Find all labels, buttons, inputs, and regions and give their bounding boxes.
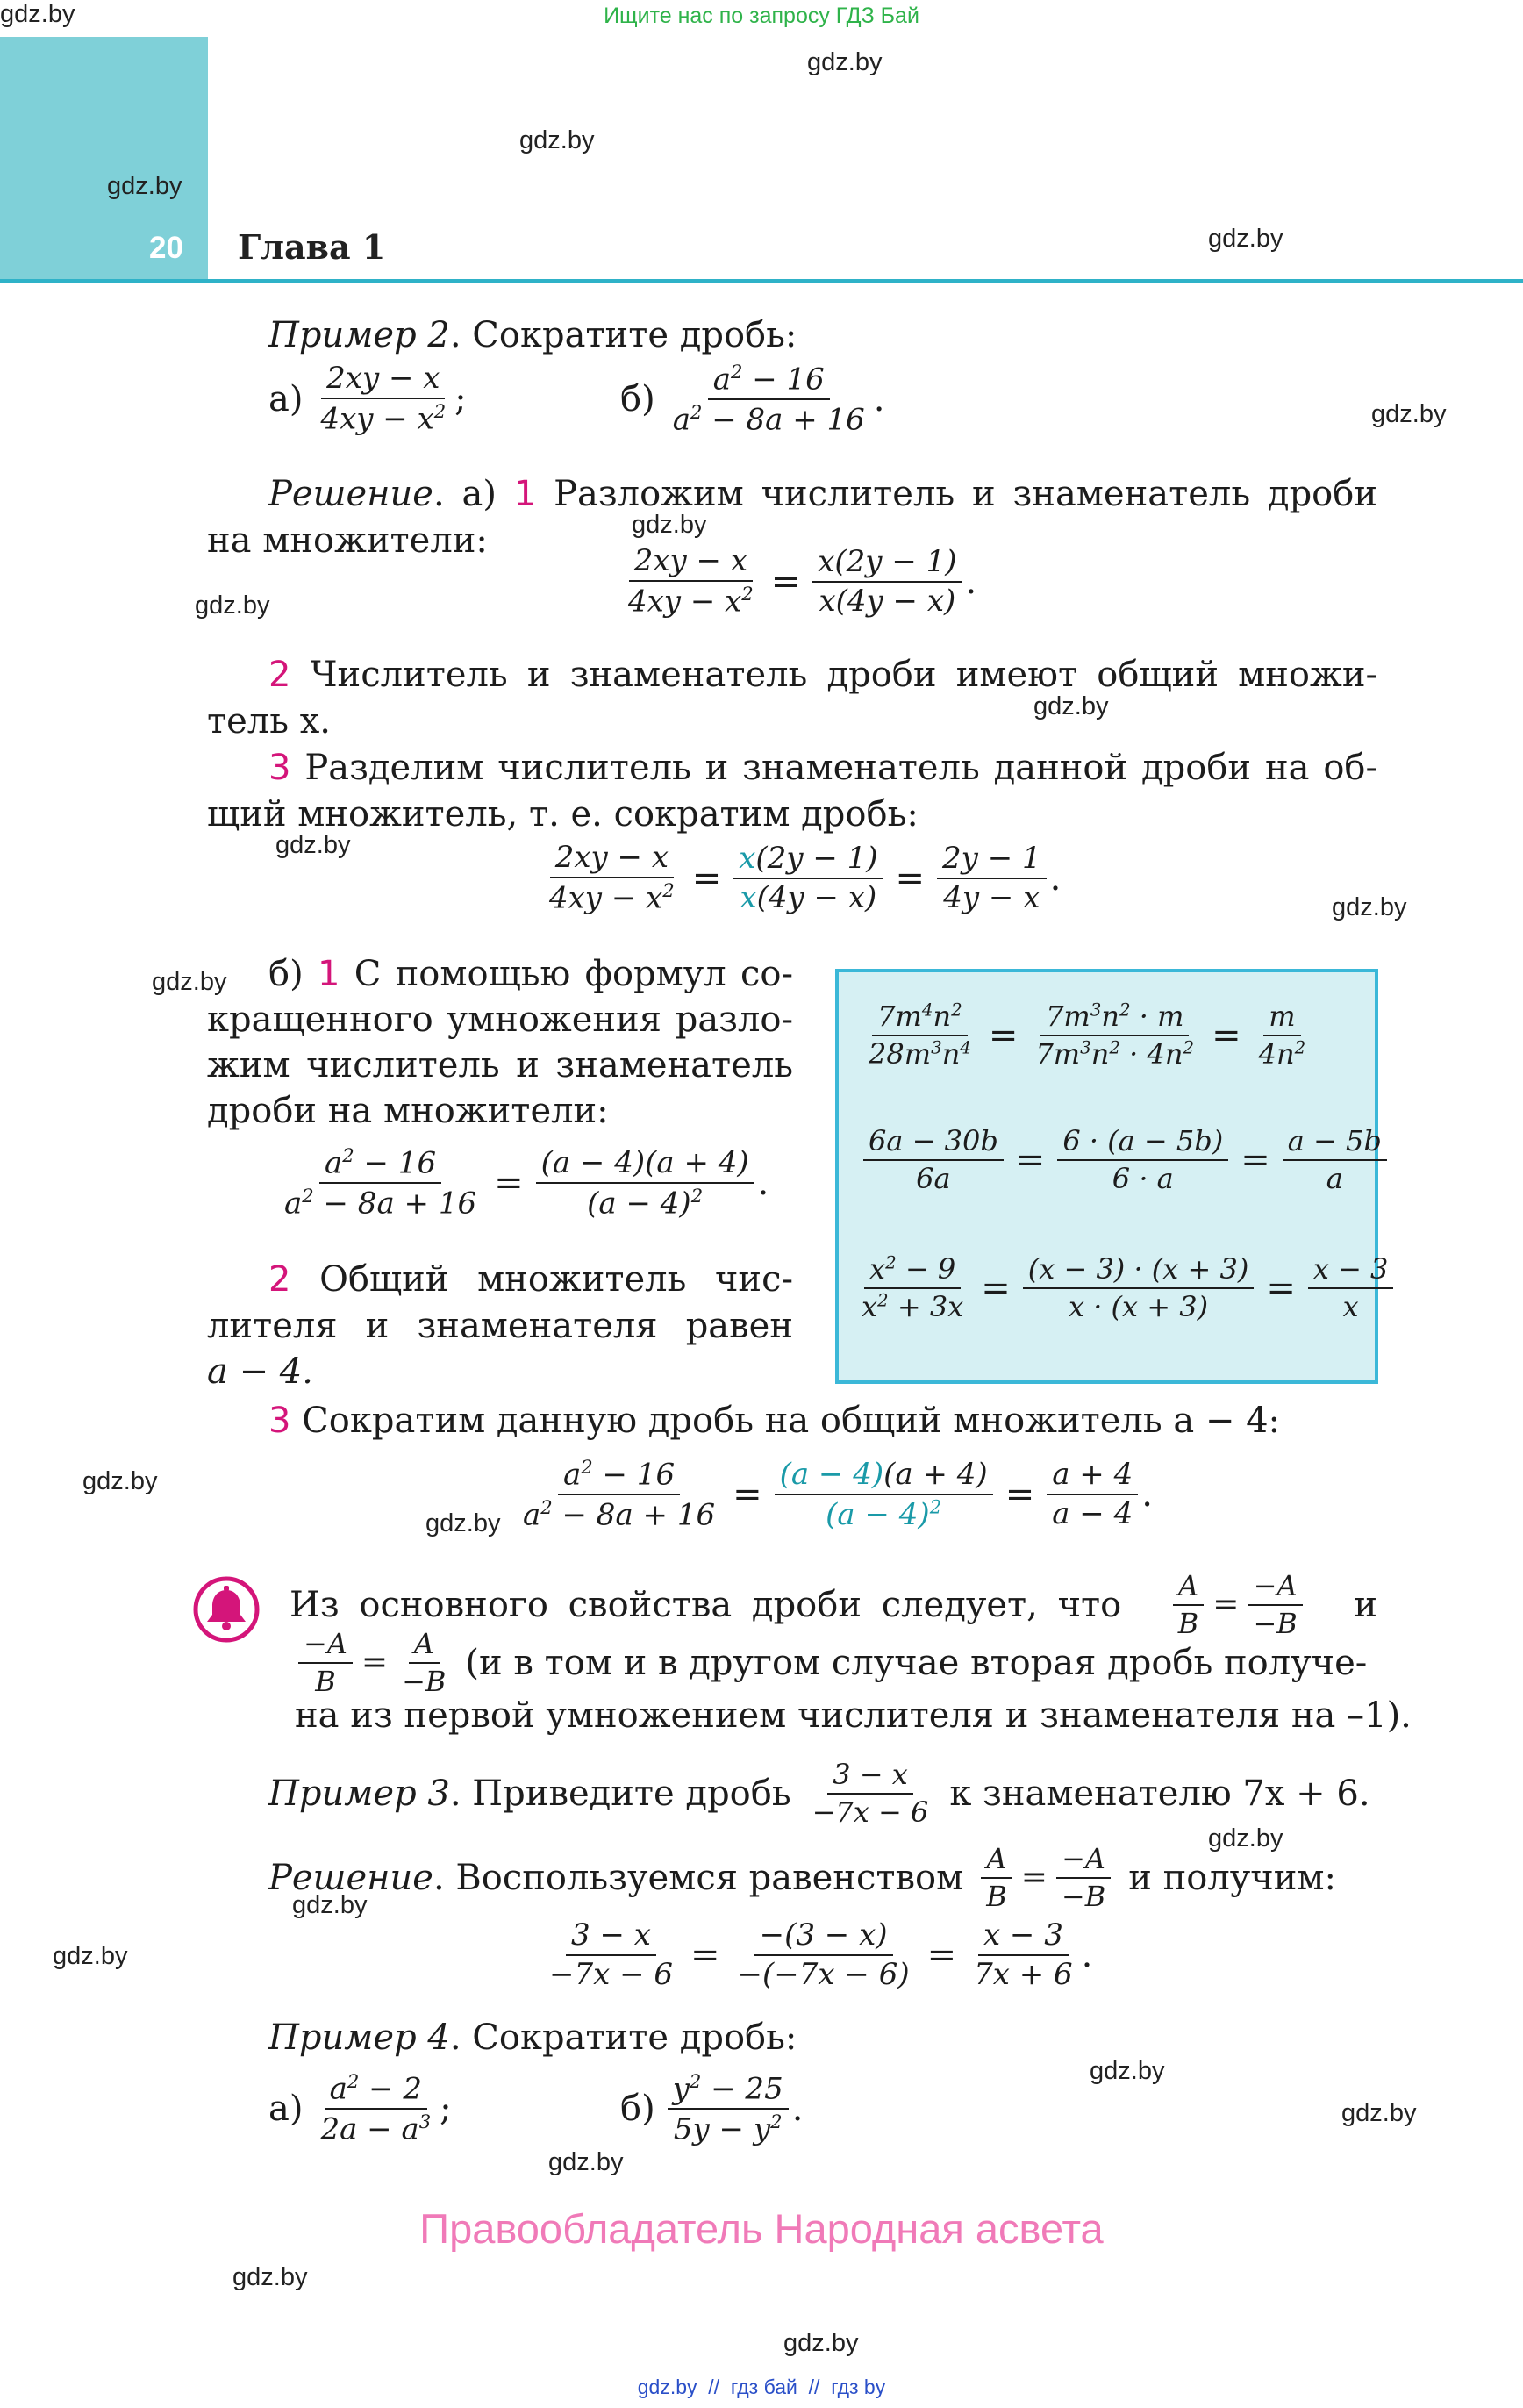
step-marker: 3: [268, 1401, 291, 1441]
solution-a-step3-cont: щий множитель, т. е. сократим дробь:: [207, 794, 919, 835]
step-marker: 2: [268, 1259, 291, 1300]
chapter-title: Глава 1: [238, 227, 386, 267]
watermark: gdz.by: [425, 1509, 501, 1537]
example2-heading: Пример 2. Сократите дробь:: [268, 315, 797, 355]
example3-solution: Решение . Воспользуемся равенством $\frac{A}{B}$ = $\frac{-A}{-B}$ и получим:: [268, 1842, 1336, 1913]
watermark: gdz.by: [152, 968, 227, 996]
step-marker: 1: [513, 474, 537, 514]
watermark: gdz.by: [275, 831, 351, 859]
solution-b-step2: 2 Общий множитель чис-: [268, 1259, 794, 1300]
watermark: gdz.by: [519, 126, 595, 154]
rule-line3: на из первой умножением числителя и знаменателя на –1).: [295, 1695, 1412, 1736]
solution-b-factor-eq: $\frac{a^2 - 16}{a^2 - 8a + 16}$ = $\frac{(a - 4)(a + 4)}{(a - 4)^2}$ .: [284, 1144, 769, 1222]
example4-fraction-b: б) $y^2 - 25$ $5y - y^2$ .: [620, 2070, 804, 2147]
header-rule: [0, 279, 1523, 283]
rule-line1: Из основного свойства дроби следует, что $\frac{A}{B}$ = $\frac{-A}{-B}$ и: [290, 1569, 1377, 1640]
solution-a-factor-eq: $\frac{2xy - x}{4xy - x^2}$ = $\frac{x(2y - 1)}{x(4y - x)}$ .: [628, 543, 977, 620]
watermark: gdz.by: [548, 2148, 624, 2176]
solution-b-step3: 3 Сократим данную дробь на общий множитель a − 4:: [268, 1401, 1281, 1441]
solution-a-step2: 2 Числитель и знаменатель дроби имеют общий множи-: [268, 655, 1377, 695]
watermark: gdz.by: [107, 172, 182, 200]
bell-icon: [191, 1574, 261, 1645]
watermark: gdz.by: [1341, 2099, 1417, 2127]
solution-b-line2: кращенного умножения разло-: [207, 1000, 793, 1040]
watermark: gdz.by: [1090, 2057, 1165, 2085]
copyright: Правообладатель Народная асвета: [419, 2205, 1104, 2252]
watermark: gdz.by: [195, 591, 270, 620]
box-eq-2: $\frac{6a - 30b}{6a}$ = $\frac{6 \cdot (a - 5b)}{6 \cdot a}$ = $\frac{a - 5b}{a}$: [860, 1125, 1391, 1195]
watermark: gdz.by: [53, 1942, 128, 1970]
top-banner[interactable]: Ищите нас по запросу ГДЗ Бай: [604, 4, 919, 28]
step-marker: 3: [268, 748, 291, 788]
watermark: gdz.by: [632, 511, 707, 539]
solution-b-step2-l2: лителя и знаменателя равен: [207, 1306, 793, 1346]
watermark: gdz.by: [1371, 400, 1447, 428]
solution-b-line4: дроби на множители:: [207, 1091, 609, 1131]
example4-fraction-a: а) $a^2 - 2$ $2a - a^3$ ;: [268, 2070, 452, 2147]
solution-a-step3: 3 Разделим числитель и знаменатель данной дроби на об-: [268, 748, 1377, 788]
box-eq-1: $\frac{7m^4n^2}{28m^3n^4}$ = $\frac{7m^3n^2 \cdot m}{7m^3n^2 \cdot 4n^2}$ = $\frac{m}{4n^2}$: [869, 1000, 1306, 1071]
example4-heading: Пример 4. Сократите дробь:: [268, 2017, 797, 2058]
example3-eq: $\frac{3 - x}{-7x - 6}$ = $\frac{-(3 - x)}{-(-7x - 6)}$ = $\frac{x - 3}{7x + 6}$ .: [549, 1917, 1093, 1993]
watermark: gdz.by: [292, 1891, 368, 1919]
step-marker: 1: [317, 954, 340, 994]
watermark: gdz.by: [232, 2263, 308, 2291]
step-marker: 2: [268, 655, 291, 695]
example2-fraction-b: б) $a^2 - 16$ $a^2 - 8a + 16$ .: [620, 361, 885, 438]
solution-b-step2-l3: a − 4.: [207, 1351, 313, 1392]
watermark: gdz.by: [1033, 692, 1109, 720]
box-eq-3: $\frac{x^2 - 9}{x^2 + 3x}$ = $\frac{(x - 3) \cdot (x + 3)}{x \cdot (x + 3)}$ = $\frac{x - 3}{x}$: [853, 1253, 1397, 1323]
page-number: 20: [149, 231, 183, 265]
solution-a-step2-cont: тель x.: [207, 701, 331, 742]
watermark: gdz.by: [1208, 1824, 1283, 1853]
solution-a-cancel-eq: $\frac{2xy - x}{4xy - x^2}$ = $\frac{x(2y - 1)}{x(4y - x)}$ = $\frac{2y - 1}{4y - x}$ .: [549, 840, 1062, 916]
solution-b-line1: б) 1 С помощью формул со-: [268, 954, 793, 994]
watermark: gdz.by: [1208, 225, 1283, 253]
watermark: gdz.by: [82, 1467, 158, 1495]
footer-watermark: gdz.by: [783, 2329, 859, 2357]
example3-heading: Пример 3 . Приведите дробь 3 − x −7x − 6 к знаменателю 7x + 6.: [268, 1758, 1370, 1829]
rule-line2: $\frac{-A}{B}$ = $\frac{A}{-B}$ (и в том и в другом случае вторая дробь получе-: [295, 1628, 1377, 1698]
solution-a-line1: Решение. а) 1 Разложим числитель и знаменатель дроби: [268, 474, 1377, 514]
solution-a-line2: на множители:: [207, 520, 488, 561]
footer-links[interactable]: gdz.by // гдз бай // гдз by: [637, 2376, 886, 2398]
watermark: gdz.by: [0, 0, 75, 28]
watermark: gdz.by: [807, 48, 883, 76]
watermark: gdz.by: [1332, 893, 1407, 921]
solution-b-line3: жим числитель и знаменатель: [207, 1045, 793, 1086]
solution-b-cancel-eq: $\frac{a^2 - 16}{a^2 - 8a + 16}$ = $\frac{(a - 4)(a + 4)}{(a - 4)^2}$ = $\frac{a + 4}{a - 4}$ .: [523, 1456, 1153, 1533]
example2-fraction-a: а) 2xy − x $4xy - x^2$ ;: [268, 361, 467, 437]
